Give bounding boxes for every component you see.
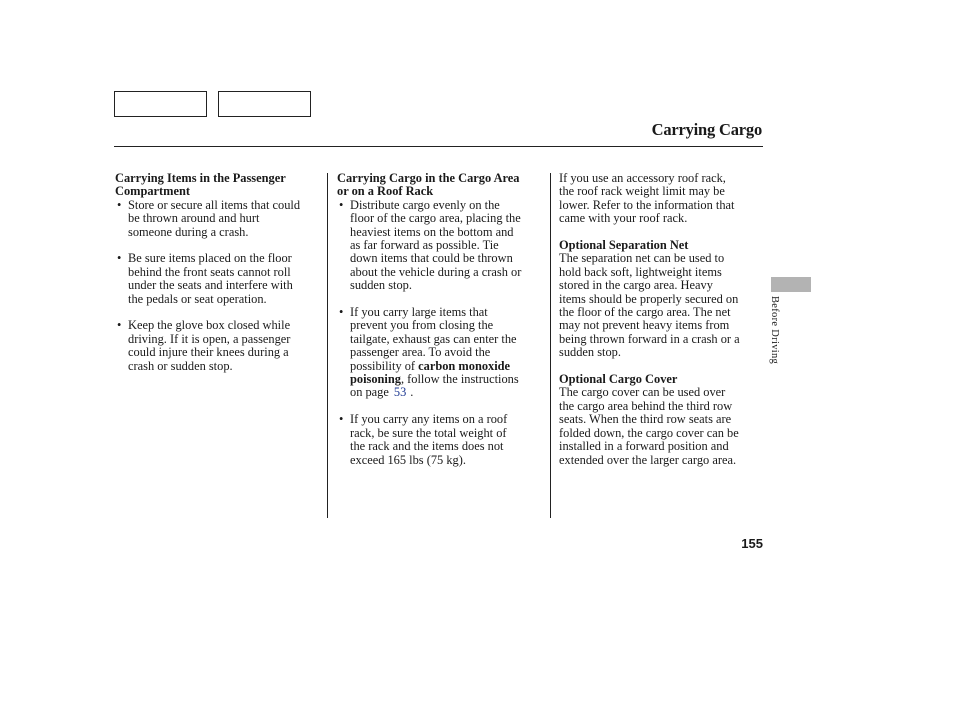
- warning-term: carbon monoxide: [418, 358, 511, 373]
- bullet-icon: •: [339, 197, 344, 212]
- column-divider-1: [327, 173, 328, 518]
- bullet-icon: •: [117, 197, 122, 212]
- page-number: 155: [741, 536, 763, 551]
- section-heading: Optional Separation Net: [559, 238, 689, 253]
- column-cargo-area: [337, 172, 543, 467]
- chapter-label: Before Driving: [769, 296, 780, 365]
- list-item: • Be sure items placed on the floor behind the front seats cannot roll under the seats and interfere with the pedals or seat operation.: [117, 251, 293, 306]
- column-passenger-compartment: [115, 172, 321, 373]
- warning-term: poisoning: [350, 372, 401, 387]
- cargo-cover-paragraph: The cargo cover can be used over the cargo area behind the third row seats. When the third row seats are folded down, the cargo cover can be installed in a forward position and extended over the larger cargo area.: [559, 385, 739, 467]
- nav-button-prev[interactable]: [114, 91, 207, 117]
- section-heading: Carrying Cargo in the Cargo Area or on a Roof Rack: [337, 171, 520, 199]
- page-reference-link[interactable]: 53: [393, 385, 407, 400]
- page-title: Carrying Cargo: [651, 120, 762, 139]
- list-item: • If you carry any items on a roof rack, be sure the total weight of the rack and the items does not exceed 165 lbs (75 kg).: [339, 412, 508, 467]
- bullet-icon: •: [117, 318, 122, 333]
- list-item: • If you carry large items that prevent you from closing the tailgate, exhaust gas can enter the passenger area. To avoid the possibility of carbon monoxide poisoning, follow the instructions on page 53 .: [339, 305, 519, 400]
- bullet-icon: •: [117, 251, 122, 266]
- nav-button-next[interactable]: [218, 91, 311, 117]
- list-item: • Store or secure all items that could be thrown around and hurt someone during a crash.: [117, 197, 301, 239]
- separation-net-paragraph: The separation net can be used to hold back soft, lightweight items stored in the cargo area. Heavy items should be properly secured on the floor of the cargo area. The net may not prevent heavy items from being thrown forward in a crash or a sudden stop.: [559, 251, 740, 360]
- chapter-tab: [771, 277, 811, 292]
- header-rule: [114, 146, 763, 147]
- bullet-icon: •: [339, 305, 344, 320]
- column-roof-rack-accessories: [559, 172, 761, 467]
- section-heading: Carrying Items in the Passenger Compartment: [115, 171, 286, 199]
- list-item: • Distribute cargo evenly on the floor of the cargo area, placing the heaviest items on the bottom and as far forward as possible. Tie down items that could be thrown about the vehicle during a crash or sudden stop.: [339, 197, 522, 293]
- list-item: • Keep the glove box closed while driving. If it is open, a passenger could injure their knees during a crash or sudden stop.: [117, 318, 291, 373]
- intro-paragraph: If you use an accessory roof rack, the roof rack weight limit may be lower. Refer to the information that came with your roof rack.: [559, 171, 735, 226]
- column-divider-2: [550, 173, 551, 518]
- bullet-icon: •: [339, 412, 344, 427]
- section-heading: Optional Cargo Cover: [559, 372, 678, 387]
